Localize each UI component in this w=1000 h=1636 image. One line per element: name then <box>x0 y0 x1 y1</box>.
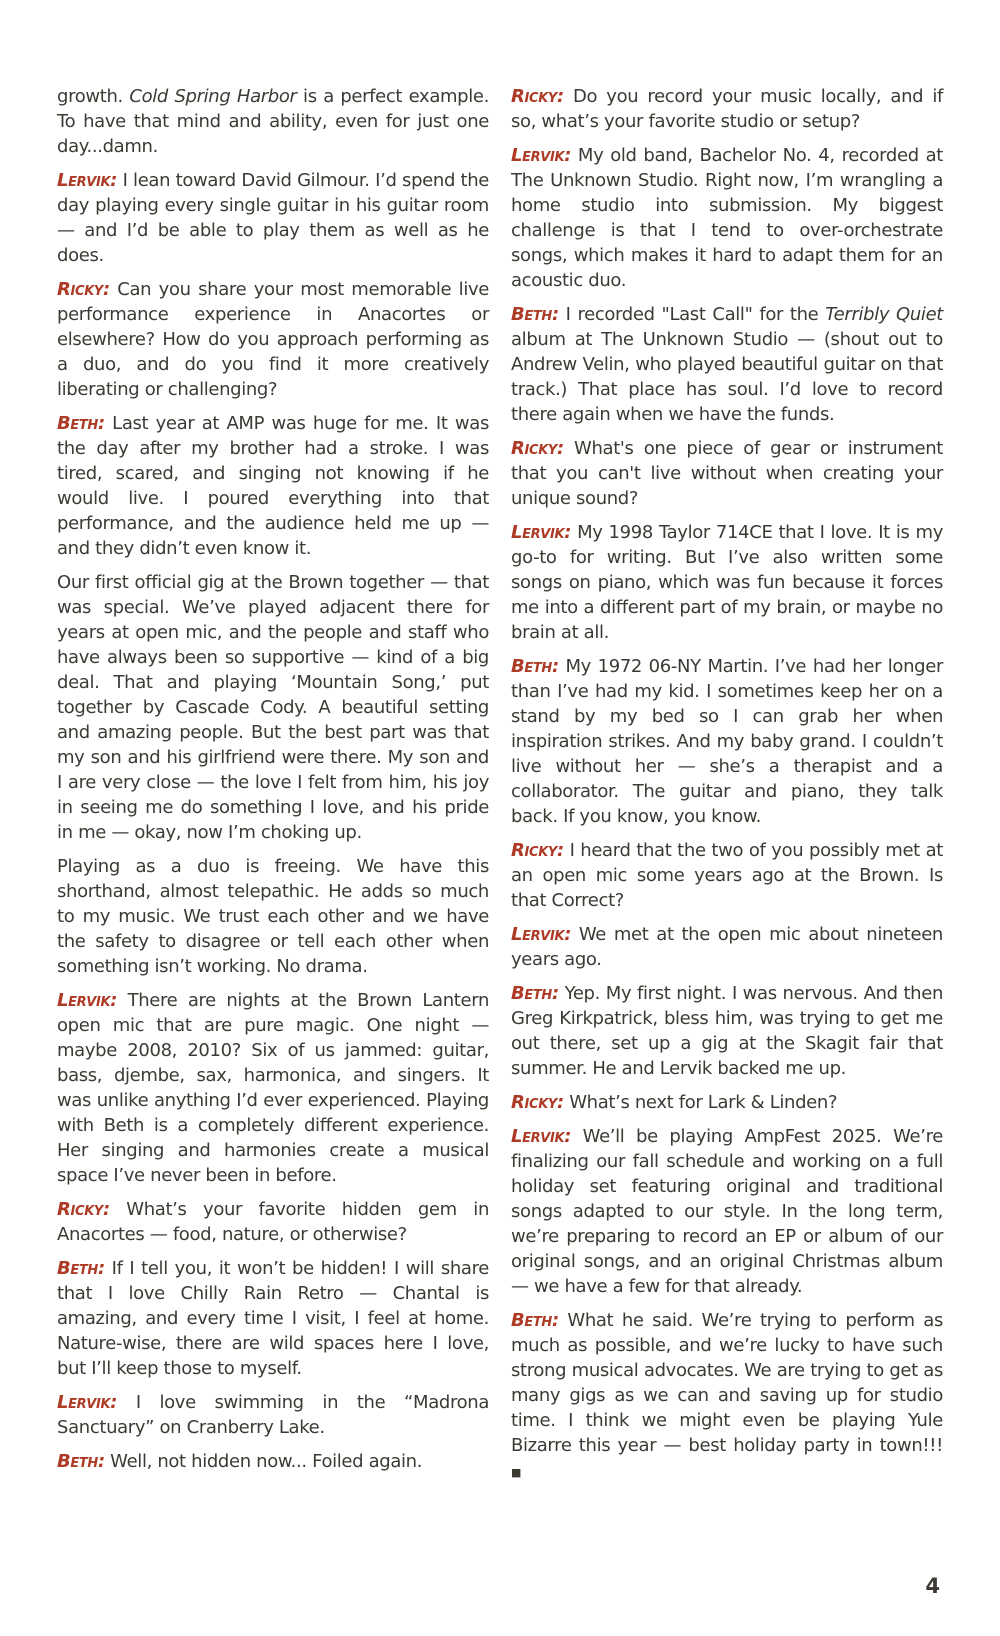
speaker-label: Ricky: <box>57 1199 110 1220</box>
speaker-label: Beth: <box>511 304 559 325</box>
paragraph <box>511 654 943 829</box>
speaker-label: Ricky: <box>57 279 110 300</box>
paragraph <box>57 84 489 159</box>
body-text: We met at the open mic about nineteen years ago. <box>511 924 943 970</box>
body-text: is a perfect example. To have that mind and ability, even for just one day...damn. <box>57 86 490 157</box>
body-text: I recorded "Last Call" for the <box>565 304 826 325</box>
paragraph <box>57 1449 489 1474</box>
body-text: What’s your favorite hidden gem in Anacortes — food, nature, or otherwise? <box>57 1199 489 1245</box>
speaker-label: Ricky: <box>511 840 564 861</box>
paragraph <box>57 411 489 561</box>
article-columns <box>57 84 943 1494</box>
paragraph <box>511 1090 943 1115</box>
paragraph <box>57 1197 489 1247</box>
body-text: Yep. My first night. I was nervous. And then Greg Kirkpatrick, bless him, was trying to get me out there, set up a gig at the Skagit fair that summer. He and Lervik backed me up. <box>511 983 943 1079</box>
body-text: I love swimming in the “Madrona Sanctuary” on Cranberry Lake. <box>57 1392 490 1438</box>
body-text: I heard that the two of you possibly met at an open mic some years ago at the Brown. Is that Correct? <box>511 840 943 911</box>
italic-text: Terribly Quiet <box>825 304 944 325</box>
body-text: Playing as a duo is freeing. We have this shorthand, almost telepathic. He adds so much to my music. We trust each other and we have the safety to disagree or tell each other when something isn’t working. No drama. <box>57 856 489 977</box>
speaker-label: Ricky: <box>511 86 564 107</box>
body-text: Our first official gig at the Brown together — that was special. We’ve played adjacent there for years at open mic, and the people and staff who have always been so supportive — kind of a big deal. That and playing ‘Mountain Song,’ put together by Cascade Cody. A beautiful setting and amazing people. But the best part was that my son and his girlfriend were there. My son and I are very close — the love I felt from him, his joy in seeing me do something I love, and his pride in me — okay, now I’m choking up. <box>57 572 489 843</box>
speaker-label: Beth: <box>511 1310 559 1331</box>
paragraph <box>511 302 943 427</box>
body-text: album at The Unknown Studio — (shout out to Andrew Velin, who played beautiful guitar on that track.) That place has soul. I’d love to record there again when we have the funds. <box>511 329 943 425</box>
paragraph <box>57 1390 489 1440</box>
italic-text: Cold Spring Harbor <box>129 86 297 107</box>
speaker-label: Lervik: <box>57 990 118 1011</box>
paragraph <box>511 143 943 293</box>
speaker-label: Lervik: <box>511 522 572 543</box>
paragraph <box>511 981 943 1081</box>
paragraph <box>511 922 943 972</box>
speaker-label: Lervik: <box>511 1126 572 1147</box>
column-left <box>57 84 489 1494</box>
paragraph <box>57 988 489 1188</box>
paragraph <box>57 854 489 979</box>
end-mark: ■ <box>511 1466 522 1479</box>
paragraph <box>511 1124 943 1299</box>
paragraph <box>511 520 943 645</box>
paragraph <box>511 838 943 913</box>
speaker-label: Beth: <box>511 656 559 677</box>
paragraph <box>57 1256 489 1381</box>
speaker-label: Ricky: <box>511 1092 564 1113</box>
body-text: Last year at AMP was huge for me. It was the day after my brother had a stroke. I was tired, scared, and singing not knowing if he would live. I poured everything into that performance, and the audience held me up — and they didn’t even know it. <box>57 413 489 559</box>
body-text: Well, not hidden now... Foiled again. <box>110 1451 423 1472</box>
paragraph <box>57 277 489 402</box>
speaker-label: Ricky: <box>511 438 564 459</box>
speaker-label: Lervik: <box>57 170 118 191</box>
body-text: My old band, Bachelor No. 4, recorded at The Unknown Studio. Right now, I’m wrangling a home studio into submission. My biggest challenge is that I tend to over-orchestrate songs, which makes it hard to adapt them for an acoustic duo. <box>511 145 943 291</box>
speaker-label: Lervik: <box>57 1392 118 1413</box>
speaker-label: Beth: <box>57 1258 105 1279</box>
body-text: growth. <box>57 86 130 107</box>
body-text: My 1972 06-NY Martin. I’ve had her longer than I’ve had my kid. I sometimes keep her on a stand by my bed so I can grab her when inspiration strikes. And my baby grand. I couldn’t live without her — she’s a therapist and a collaborator. The guitar and piano, they talk back. If you know, you know. <box>511 656 944 827</box>
paragraph <box>511 84 943 134</box>
paragraph <box>57 570 489 845</box>
body-text: There are nights at the Brown Lantern open mic that are pure magic. One night — maybe 2008, 2010? Six of us jammed: guitar, bass, djembe, sax, harmonica, and singers. It was unlike anything I’d ever experienced. Playing with Beth is a completely different experience. Her singing and harmonies create a musical space I’ve never been in before. <box>57 990 489 1186</box>
column-right <box>511 84 943 1494</box>
speaker-label: Lervik: <box>511 145 572 166</box>
body-text: We’ll be playing AmpFest 2025. We’re finalizing our fall schedule and working on a full holiday set featuring original and traditional songs adapted to our style. In the long term, we’re preparing to record an EP or album of our original songs, and an original Christmas album — we have a few for that already. <box>511 1126 943 1297</box>
body-text: If I tell you, it won’t be hidden! I will share that I love Chilly Rain Retro — Chantal is amazing, and every time I visit, I feel at home. Nature-wise, there are wild spaces here I love, but I’ll keep those to myself. <box>57 1258 489 1379</box>
body-text: I lean toward David Gilmour. I’d spend the day playing every single guitar in his guitar room — and I’d be able to play them as well as he does. <box>57 170 490 266</box>
body-text: Do you record your music locally, and if so, what’s your favorite studio or setup? <box>511 86 943 132</box>
speaker-label: Lervik: <box>511 924 572 945</box>
page-number: 4 <box>925 1574 940 1598</box>
body-text: What’s next for Lark & Linden? <box>569 1092 838 1113</box>
body-text: Can you share your most memorable live performance experience in Anacortes or elsewhere? How do you approach performing as a duo, and do you find it more creatively liberating or challenging? <box>57 279 490 400</box>
paragraph <box>57 168 489 268</box>
paragraph <box>511 436 943 511</box>
body-text: What he said. We’re trying to perform as much as possible, and we’re lucky to have such strong musical advocates. We are trying to get as many gigs as we can and saving up for studio time. I think we might even be playing Yule Bizarre this year — best holiday party in town!!! <box>511 1310 944 1456</box>
body-text: My 1998 Taylor 714CE that I love. It is my go-to for writing. But I’ve also written some songs on piano, which was fun because it forces me into a different part of my brain, or maybe no brain at all. <box>511 522 944 643</box>
speaker-label: Beth: <box>57 413 105 434</box>
speaker-label: Beth: <box>511 983 559 1004</box>
paragraph <box>511 1308 943 1485</box>
body-text: What's one piece of gear or instrument that you can't live without when creating your unique sound? <box>511 438 943 509</box>
speaker-label: Beth: <box>57 1451 105 1472</box>
